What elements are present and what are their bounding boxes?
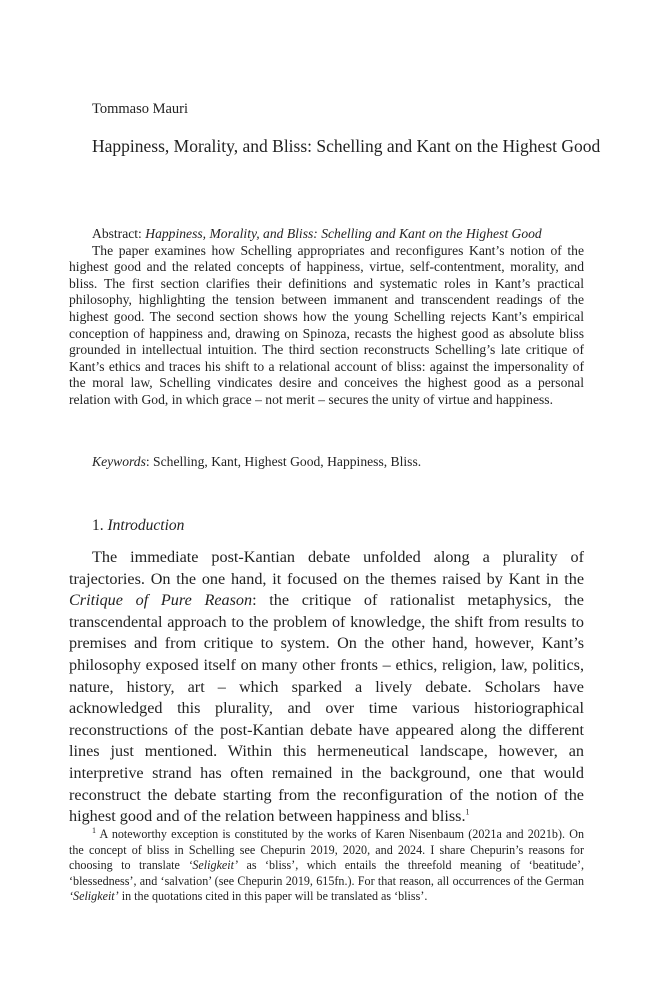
keywords-line	[92, 453, 421, 470]
abstract-text: The paper examines how Schelling appropriates and reconfigures Kant’s notion of the highest good and the related concepts of happiness, virtue, self-contentment, morality, and bliss. The first section clarifies their definitions and systematic roles in Kant’s practical philosophy, highlighting the tension between immanent and transcendent readings of the highest good. The second section shows how the young Schelling rejects Kant’s empirical conception of happiness and, drawing on Spinoza, recasts the highest good as absolute bliss grounded in intellectual intuition. The third section reconstructs Schelling’s late critique of Kant’s ethics and traces his shift to a relational account of bliss: against the impersonality of the moral law, Schelling vindicates desire and conceives the highest good as a personal relation with God, in which grace – not merit – secures the unity of virtue and happiness.	[69, 242, 584, 407]
author-name: Tommaso Mauri	[92, 101, 189, 117]
abstract-title: Happiness, Morality, and Bliss: Schelling and Kant on the Highest Good	[145, 226, 542, 241]
section-number: 1.	[92, 517, 104, 534]
keywords-text: : Schelling, Kant, Highest Good, Happiness, Bliss.	[145, 454, 422, 469]
section-heading	[92, 516, 184, 536]
section-title: Introduction	[107, 517, 185, 534]
body-critique-title: Critique of Pure Reason	[69, 591, 253, 610]
footnote-part-2: as ‘bliss’, which entails the threefold meaning of ‘beatitude’, ‘blessedness’, and ‘salvation’ (see Chepurin 2019, 615fn.). For that reason, all occurrences of the German	[69, 858, 584, 888]
body-part-1: The immediate post-Kantian debate unfolded along a plurality of trajectories. On the one hand, it focused on the themes raised by Kant in the	[69, 548, 584, 588]
body-part-2: : the critique of rationalist metaphysics, the transcendental approach to the problem of knowledge, the shift from results to premises and from critique to system. On the other hand, however, Kant’s philosophy exposed itself on many other fronts – ethics, religion, law, politics, nature, history, art – which sparked a lively debate. Scholars have acknowledged this plurality, and over time various historiographical reconstructions of the post-Kantian debate have appeared along the different lines just mentioned. Within this hermeneutical landscape, however, an interpretive strand has often remained in the background, one that would reconstruct the debate starting from the reconfiguration of the notion of the highest good and of the relation between happiness and bliss.	[69, 591, 584, 826]
abstract-label: Abstract:	[92, 226, 142, 241]
body-paragraph	[69, 547, 584, 828]
footnote-part-1: A noteworthy exception is constituted by the works of Karen Nisenbaum (2021a and 2021b). On the concept of bliss in Schelling see Chepurin 2019, 2020, and 2024. I share Chepurin’s reasons for choosing to translate	[69, 827, 584, 873]
abstract-heading	[69, 226, 584, 243]
footnote-part-3: in the quotations cited in this paper will be translated as ‘bliss’.	[118, 889, 428, 904]
footnote	[69, 827, 584, 905]
footnote-reference[interactable]: 1	[465, 807, 470, 817]
paper-title: Happiness, Morality, and Bliss: Schelling and Kant on the Highest Good	[92, 136, 601, 156]
footnote-mark: 1	[92, 825, 96, 835]
footnote-term-1: ‘Seligkeit’	[188, 858, 239, 873]
body-text	[69, 547, 584, 828]
footnote-term-2: ‘Seligkeit’	[69, 889, 119, 904]
abstract-block	[69, 226, 584, 409]
keywords-label: Keywords	[92, 454, 146, 469]
